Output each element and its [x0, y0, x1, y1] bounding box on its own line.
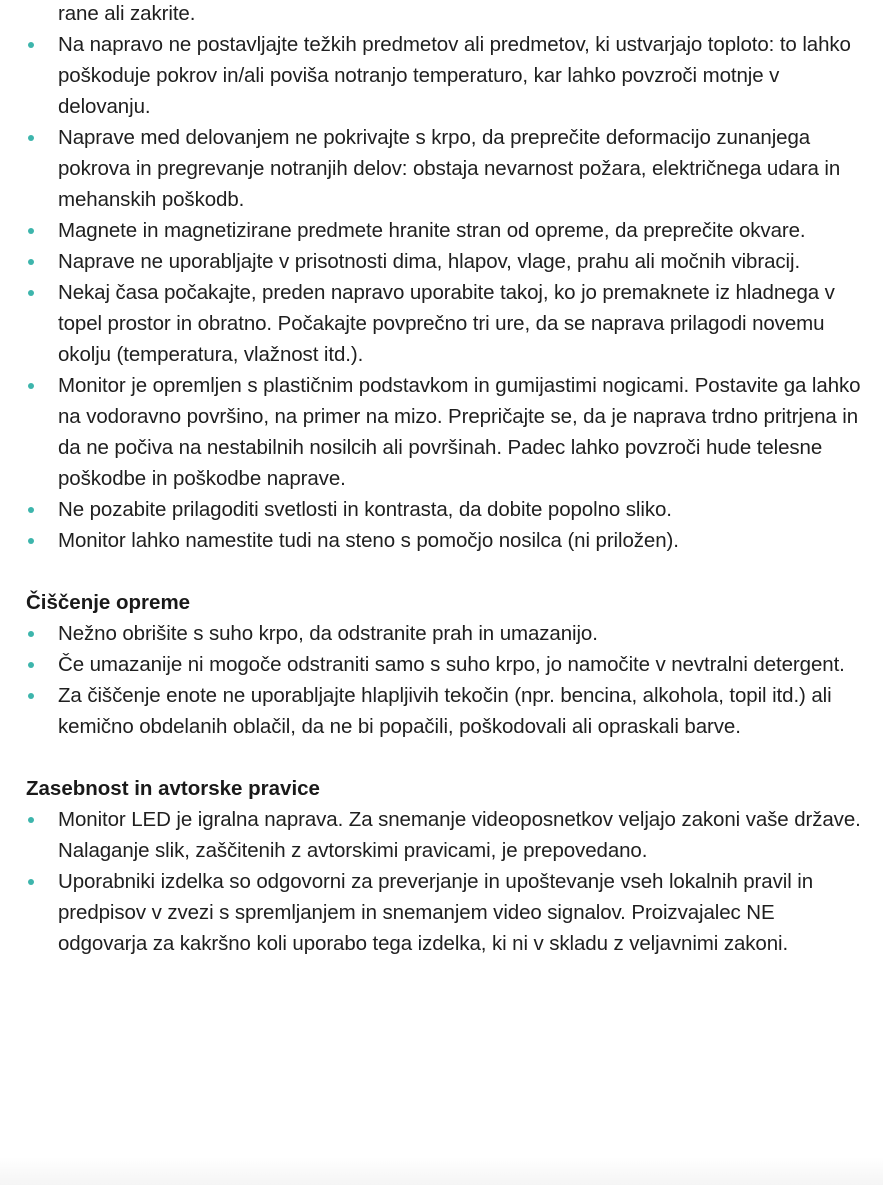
bullet-icon [28, 42, 34, 48]
cleaning-list [0, 618, 883, 742]
bullet-icon [28, 538, 34, 544]
bullet-icon [28, 507, 34, 513]
list-item: Monitor je opremljen s plastičnim podstavkom in gumijastimi nogicami. Postavite ga lahko na vodoravno površino, na primer na mizo. Prepričajte se, da je naprava trdno pritrjena in da ne počiva na nestabilnih nosilcih ali površinah. Padec lahko povzroči hude telesne poškodbe in poškodbe naprave. [0, 370, 883, 494]
privacy-list [0, 804, 883, 959]
section-spacer [0, 742, 883, 773]
list-item: Monitor LED je igralna naprava. Za snemanje videoposnetkov veljajo zakoni vaše države. Nalaganje slik, zaščitenih z avtorskimi pravicami, je prepovedano. [0, 804, 883, 866]
list-item: Monitor lahko namestite tudi na steno s pomočjo nosilca (ni priložen). [0, 525, 883, 556]
list-item: Na napravo ne postavljajte težkih predmetov ali predmetov, ki ustvarjajo toploto: to lahko poškoduje pokrov in/ali poviša notranjo temperaturo, kar lahko povzroči motnje v delovanju. [0, 29, 883, 122]
section-title-privacy: Zasebnost in avtorske pravice [26, 777, 320, 800]
list-item: Naprave ne uporabljajte v prisotnosti dima, hlapov, vlage, prahu ali močnih vibracij. [0, 246, 883, 277]
bullet-icon [28, 290, 34, 296]
bullet-icon [28, 879, 34, 885]
bottom-fade [0, 1157, 883, 1185]
list-item: Nežno obrišite s suho krpo, da odstranite prah in umazanijo. [0, 618, 883, 649]
bullet-icon [28, 693, 34, 699]
list-item: Ne pozabite prilagoditi svetlosti in kontrasta, da dobite popolno sliko. [0, 494, 883, 525]
continued-text: rane ali zakrite. [58, 2, 196, 25]
bullet-icon [28, 135, 34, 141]
list-item: Uporabniki izdelka so odgovorni za preverjanje in upoštevanje vseh lokalnih pravil in predpisov v zvezi s spremljanjem in snemanjem video signalov. Proizvajalec NE odgovarja za kakršno koli uporabo tega izdelka, ki ni v skladu z veljavnimi zakoni. [0, 866, 883, 959]
bullet-icon [28, 631, 34, 637]
bullet-icon [28, 383, 34, 389]
list-item: Nekaj časa počakajte, preden napravo uporabite takoj, ko jo premaknete iz hladnega v topel prostor in obratno. Počakajte povprečno tri ure, da se naprava prilagodi novemu okolju (temperatura, vlažnost itd.). [0, 277, 883, 370]
list-item: Naprave med delovanjem ne pokrivajte s krpo, da preprečite deformacijo zunanjega pokrova in pregrevanje notranjih delov: obstaja nevarnost požara, električnega udara in mehanskih poškodb. [0, 122, 883, 215]
section-title-cleaning: Čiščenje opreme [26, 591, 191, 614]
list-item: Magnete in magnetizirane predmete hranite stran od opreme, da preprečite okvare. [0, 215, 883, 246]
bullet-icon [28, 259, 34, 265]
list-item: Če umazanije ni mogoče odstraniti samo s suho krpo, jo namočite v nevtralni detergent. [0, 649, 883, 680]
bullet-icon [28, 817, 34, 823]
safety-list [0, 29, 883, 556]
bullet-icon [28, 662, 34, 668]
section-spacer [0, 556, 883, 587]
bullet-icon [28, 228, 34, 234]
list-item: Za čiščenje enote ne uporabljajte hlapljivih tekočin (npr. bencina, alkohola, topil itd.) ali kemično obdelanih oblačil, da ne bi popačili, poškodovali ali opraskali barve. [0, 680, 883, 742]
